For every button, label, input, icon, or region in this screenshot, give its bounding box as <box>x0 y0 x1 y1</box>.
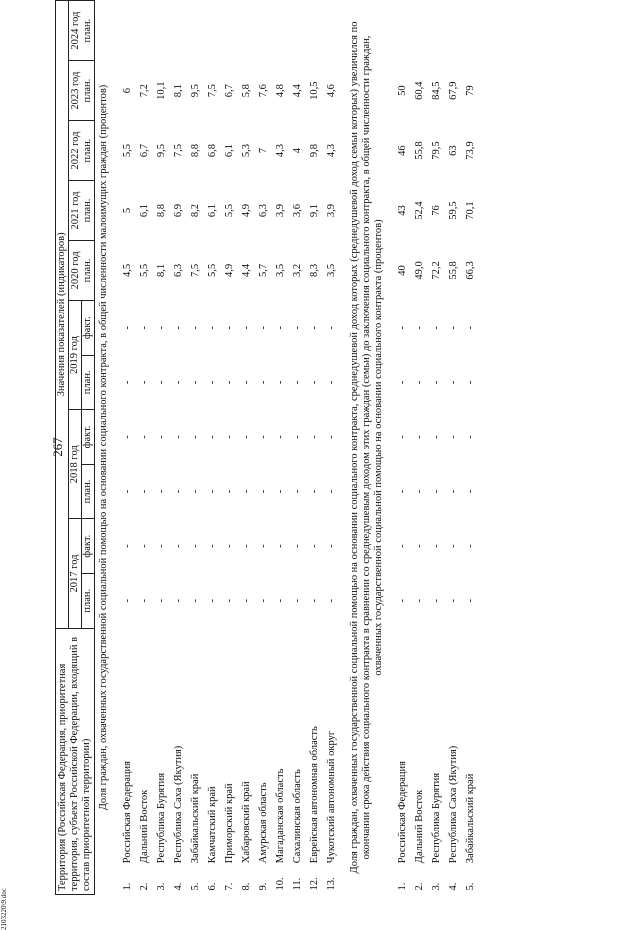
row-value: - <box>258 599 269 603</box>
row-value: 8,1 <box>173 84 184 98</box>
row-value: - <box>431 325 442 330</box>
row-value: - <box>414 380 425 385</box>
row-value: - <box>190 599 201 603</box>
row-value: - <box>431 435 442 439</box>
header-year: 2019 год <box>69 300 82 409</box>
row-value: 4,5 <box>122 263 133 277</box>
row-value: 8,8 <box>190 144 201 158</box>
page-number: 267 <box>50 437 65 457</box>
row-value: - <box>190 325 201 330</box>
row-value: 4,4 <box>241 263 252 277</box>
rotated-page <box>55 0 635 895</box>
row-value: 3,2 <box>292 263 303 277</box>
row-value: - <box>156 435 167 439</box>
row-value: 7,5 <box>173 144 184 158</box>
row-territory: Республика Саха (Якутия) <box>448 745 459 864</box>
row-value: 72,2 <box>431 261 442 280</box>
row-value: 8,1 <box>156 263 167 277</box>
row-value: - <box>258 489 269 494</box>
header-plan-year-label: 2020 год <box>69 251 81 290</box>
header-plan-year-label: 2021 год <box>69 191 81 230</box>
row-value: 4,8 <box>275 84 286 98</box>
section-title-row <box>346 1 388 895</box>
row-value: 6,8 <box>207 144 218 158</box>
row-value: 7,6 <box>258 84 269 98</box>
row-value: 60,4 <box>414 81 425 100</box>
row-value: - <box>326 325 337 330</box>
table-row <box>306 1 323 895</box>
row-value: - <box>241 325 252 330</box>
row-value: - <box>156 325 167 330</box>
table-body <box>95 1 480 895</box>
row-territory: Чукотский автономный округ <box>326 730 337 864</box>
row-value: 7,5 <box>207 84 218 98</box>
row-value: 4,3 <box>275 144 286 158</box>
row-value: - <box>431 489 442 494</box>
row-value: - <box>414 599 425 603</box>
row-number: 1. <box>122 882 133 891</box>
row-value: - <box>224 489 235 494</box>
section-title: Доля граждан, охваченных государственной социальной помощью на основании социального контракта, среднедушевой доход которых (среднедушевой доход семьи которых) увеличился по окончании срока действия социального контракта в сравнении со среднедушевым доходом этих граждан (семьи) до заключения социального контракта, в общей численности граждан, охваченных государственной социальной помощью на основании социального контракта (процентов) <box>349 21 384 874</box>
row-value: 4,4 <box>292 84 303 98</box>
row-value: 9,5 <box>156 144 167 158</box>
row-value: - <box>173 380 184 385</box>
row-value: 3,9 <box>275 203 286 218</box>
row-value: 67,9 <box>448 81 459 100</box>
row-value: - <box>207 599 218 603</box>
row-territory: Амурская область <box>258 782 269 864</box>
row-value: 5,5 <box>207 263 218 277</box>
row-value: - <box>465 544 476 548</box>
row-value: - <box>326 544 337 548</box>
row-value: - <box>241 544 252 548</box>
table-row <box>119 1 136 895</box>
row-number: 10. <box>275 877 286 891</box>
row-value: 7 <box>258 147 269 154</box>
row-value: - <box>241 380 252 385</box>
row-value: - <box>309 599 320 603</box>
row-value: 52,4 <box>414 201 425 220</box>
row-number: 3. <box>431 882 442 891</box>
row-value: - <box>139 435 150 439</box>
row-value: 40 <box>397 265 408 276</box>
row-value: 7,2 <box>139 84 150 98</box>
row-value: - <box>309 544 320 548</box>
row-value: - <box>275 380 286 385</box>
row-value: 10,1 <box>156 81 167 100</box>
row-value: - <box>139 380 150 385</box>
header-plan-year <box>69 181 95 241</box>
table-row <box>394 1 411 895</box>
row-value: 8,3 <box>309 263 320 277</box>
row-value: - <box>173 325 184 330</box>
row-value: 66,3 <box>465 261 476 280</box>
row-value: 5,3 <box>241 144 252 158</box>
header-year: 2018 год <box>69 410 82 519</box>
row-territory: Забайкальский край <box>190 773 201 864</box>
row-value: 5,7 <box>258 263 269 277</box>
section-title-row <box>95 1 114 895</box>
row-value: - <box>258 544 269 548</box>
row-value: 79 <box>465 85 476 96</box>
row-value: 50 <box>397 85 408 96</box>
table-row <box>255 1 272 895</box>
row-value: - <box>275 544 286 548</box>
table-header <box>56 1 95 895</box>
row-value: - <box>258 325 269 330</box>
header-row <box>56 1 69 895</box>
row-value: - <box>448 599 459 603</box>
table-row <box>272 1 289 895</box>
row-value: - <box>448 325 459 330</box>
row-value: 55,8 <box>414 141 425 160</box>
row-number: 13. <box>326 877 337 891</box>
row-value: - <box>139 325 150 330</box>
row-value: - <box>207 489 218 494</box>
row-value: - <box>258 380 269 385</box>
table-row <box>170 1 187 895</box>
table-row <box>411 1 428 895</box>
row-territory: Хабаровский край <box>241 781 252 864</box>
row-value: - <box>207 544 218 548</box>
row-territory: Российская Федерация <box>122 761 133 864</box>
header-subcolumn: факт. <box>82 519 95 574</box>
row-value: 5,5 <box>122 144 133 158</box>
row-value: - <box>190 544 201 548</box>
row-number: 8. <box>241 882 252 891</box>
row-value: - <box>224 599 235 603</box>
row-value: - <box>326 599 337 603</box>
table-row <box>153 1 170 895</box>
row-value: - <box>397 435 408 439</box>
row-value: 3,6 <box>292 203 303 218</box>
row-value: 7,5 <box>190 263 201 277</box>
table-row <box>445 1 462 895</box>
row-value: - <box>207 435 218 439</box>
row-value: 4,9 <box>224 263 235 277</box>
row-value: 5 <box>122 207 133 214</box>
row-value: - <box>397 599 408 603</box>
row-territory: Приморский край <box>224 783 235 864</box>
header-plan-year-label: 2022 год <box>69 131 81 170</box>
row-number: 11. <box>292 877 303 891</box>
table-row <box>289 1 306 895</box>
table-row <box>323 1 340 895</box>
row-number: 4. <box>448 882 459 891</box>
row-value: 5,5 <box>139 263 150 277</box>
row-value: - <box>431 544 442 548</box>
row-value: - <box>448 435 459 439</box>
row-number: 12. <box>309 877 320 891</box>
row-value: - <box>465 380 476 385</box>
row-value: - <box>448 489 459 494</box>
row-value: - <box>275 599 286 603</box>
document-id: 2103220\9.doc <box>0 888 8 930</box>
row-value: 46 <box>397 145 408 156</box>
row-value: 55,8 <box>448 261 459 280</box>
table-row <box>187 1 204 895</box>
header-subcolumn: факт. <box>82 410 95 465</box>
row-value: 43 <box>397 205 408 216</box>
header-year: 2017 год <box>69 519 82 628</box>
row-value: 3,9 <box>326 203 337 218</box>
row-territory: Республика Бурятия <box>156 772 167 864</box>
row-territory: Дальний Восток <box>139 789 150 864</box>
row-value: 49,0 <box>414 261 425 280</box>
row-territory: Еврейская автономная область <box>309 726 320 864</box>
row-value: - <box>156 599 167 603</box>
row-value: - <box>275 489 286 494</box>
row-value: 6 <box>122 88 133 94</box>
row-value: 6,9 <box>173 203 184 218</box>
table-row <box>238 1 255 895</box>
row-number: 1. <box>397 882 408 891</box>
header-plan-year-sub: план. <box>81 258 93 283</box>
header-plan-year <box>69 240 95 300</box>
section-title: Доля граждан, охваченных государственной социальной помощью на основании социального контракта, в общей численности малоимущих граждан (процентов) <box>98 84 109 811</box>
row-value: 9,8 <box>309 144 320 158</box>
row-number: 5. <box>190 882 201 891</box>
row-value: - <box>414 325 425 330</box>
row-value: - <box>224 435 235 439</box>
row-value: 6,3 <box>258 203 269 218</box>
row-value: 70,1 <box>465 201 476 220</box>
header-plan-year-sub: план. <box>81 78 93 103</box>
row-number: 7. <box>224 882 235 891</box>
header-plan-year-sub: план. <box>81 138 93 163</box>
row-value: - <box>207 325 218 330</box>
row-number: 2. <box>139 882 150 891</box>
row-territory: Республика Саха (Якутия) <box>173 745 184 864</box>
row-value: 6,7 <box>139 144 150 158</box>
row-territory: Республика Бурятия <box>431 772 442 864</box>
row-value: 8,8 <box>156 203 167 218</box>
row-value: 63 <box>448 145 459 156</box>
row-value: 9,1 <box>309 203 320 218</box>
header-plan-year <box>69 61 95 121</box>
row-value: 76 <box>431 205 442 216</box>
row-value: - <box>275 325 286 330</box>
row-value: - <box>122 325 133 330</box>
row-value: - <box>122 544 133 548</box>
row-value: - <box>173 544 184 548</box>
row-value: - <box>309 489 320 494</box>
row-value: 4,9 <box>241 203 252 218</box>
row-territory: Дальний Восток <box>414 789 425 864</box>
row-number: 3. <box>156 882 167 891</box>
row-territory: Забайкальский край <box>465 773 476 864</box>
row-value: - <box>156 489 167 494</box>
row-value: - <box>156 544 167 548</box>
row-value: - <box>397 380 408 385</box>
row-value: - <box>275 435 286 439</box>
row-value: 6,3 <box>173 263 184 277</box>
row-value: - <box>431 599 442 603</box>
row-value: - <box>326 435 337 439</box>
row-value: - <box>173 435 184 439</box>
row-value: - <box>190 380 201 385</box>
row-value: 59,5 <box>448 201 459 220</box>
row-value: - <box>292 544 303 548</box>
row-value: - <box>241 435 252 439</box>
header-plan-year-sub: план. <box>81 198 93 223</box>
row-value: - <box>448 380 459 385</box>
row-value: - <box>326 489 337 494</box>
row-value: 84,5 <box>431 81 442 100</box>
row-value: - <box>122 489 133 494</box>
row-value: 4,3 <box>326 144 337 158</box>
row-value: - <box>190 435 201 439</box>
row-value: - <box>173 489 184 494</box>
row-value: - <box>414 489 425 494</box>
row-value: - <box>309 435 320 439</box>
row-value: - <box>292 325 303 330</box>
row-territory: Сахалинская область <box>292 769 303 864</box>
row-value: - <box>139 489 150 494</box>
header-values-title: Значения показателей (индикаторов) <box>56 1 69 629</box>
header-plan-year-label: 2023 год <box>69 71 81 110</box>
row-value: - <box>190 489 201 494</box>
row-value: - <box>397 325 408 330</box>
header-plan-year-sub: план. <box>81 18 93 43</box>
header-plan-year <box>69 1 95 61</box>
row-value: 6,1 <box>207 203 218 218</box>
row-value: 4,6 <box>326 84 337 98</box>
row-value: 5,8 <box>241 84 252 98</box>
row-value: - <box>122 380 133 385</box>
header-plan-year <box>69 121 95 181</box>
row-value: - <box>241 489 252 494</box>
row-value: - <box>292 380 303 385</box>
row-value: - <box>224 380 235 385</box>
row-number: 5. <box>465 882 476 891</box>
row-value: 8,2 <box>190 203 201 218</box>
row-value: 10,5 <box>309 81 320 100</box>
row-value: - <box>326 380 337 385</box>
row-value: - <box>414 544 425 548</box>
table-row <box>204 1 221 895</box>
table-row <box>136 1 153 895</box>
row-territory: Российская Федерация <box>397 761 408 864</box>
row-value: - <box>397 489 408 494</box>
header-subcolumn: план. <box>82 464 95 519</box>
row-territory: Магаданская область <box>275 768 286 864</box>
row-value: - <box>309 380 320 385</box>
row-value: - <box>224 544 235 548</box>
header-territory: Территория (Российская Федерация, приоритетная территория, субъект Российской Федерации, входящий в состав приоритетной территории) <box>56 628 95 894</box>
row-number: 6. <box>207 882 218 891</box>
row-value: - <box>173 599 184 603</box>
row-value: 6,7 <box>224 84 235 98</box>
row-value: - <box>224 325 235 330</box>
row-value: 3,5 <box>275 263 286 277</box>
row-territory: Камчатский край <box>207 786 218 864</box>
row-value: - <box>414 435 425 439</box>
table-row <box>462 1 479 895</box>
row-value: 6,1 <box>224 144 235 158</box>
row-value: - <box>465 325 476 330</box>
row-value: - <box>139 544 150 548</box>
header-subcolumn: план. <box>82 355 95 410</box>
row-value: - <box>156 380 167 385</box>
header-plan-year-label: 2024 год <box>69 11 81 50</box>
row-value: - <box>465 599 476 603</box>
row-value: 5,5 <box>224 203 235 218</box>
header-subcolumn: план. <box>82 573 95 628</box>
row-value: 4 <box>292 147 303 154</box>
row-value: - <box>397 544 408 548</box>
row-value: - <box>292 435 303 439</box>
row-value: - <box>122 435 133 439</box>
table-row <box>428 1 445 895</box>
row-value: 79,5 <box>431 141 442 160</box>
row-value: 73,9 <box>465 141 476 160</box>
row-number: 4. <box>173 882 184 891</box>
row-value: - <box>122 599 133 603</box>
indicator-table <box>55 0 479 895</box>
row-value: - <box>258 435 269 439</box>
row-number: 2. <box>414 882 425 891</box>
row-value: 9,5 <box>190 84 201 98</box>
row-value: - <box>139 599 150 603</box>
row-value: - <box>207 380 218 385</box>
header-subcolumn: факт. <box>82 300 95 355</box>
row-value: - <box>292 599 303 603</box>
row-value: - <box>448 544 459 548</box>
row-value: - <box>241 599 252 603</box>
row-value: - <box>292 489 303 494</box>
row-value: - <box>465 435 476 439</box>
row-value: - <box>309 325 320 330</box>
row-value: 3,5 <box>326 263 337 277</box>
row-number: 9. <box>258 882 269 891</box>
row-value: 6,1 <box>139 203 150 218</box>
row-value: - <box>431 380 442 385</box>
row-value: - <box>465 489 476 494</box>
table-row <box>221 1 238 895</box>
